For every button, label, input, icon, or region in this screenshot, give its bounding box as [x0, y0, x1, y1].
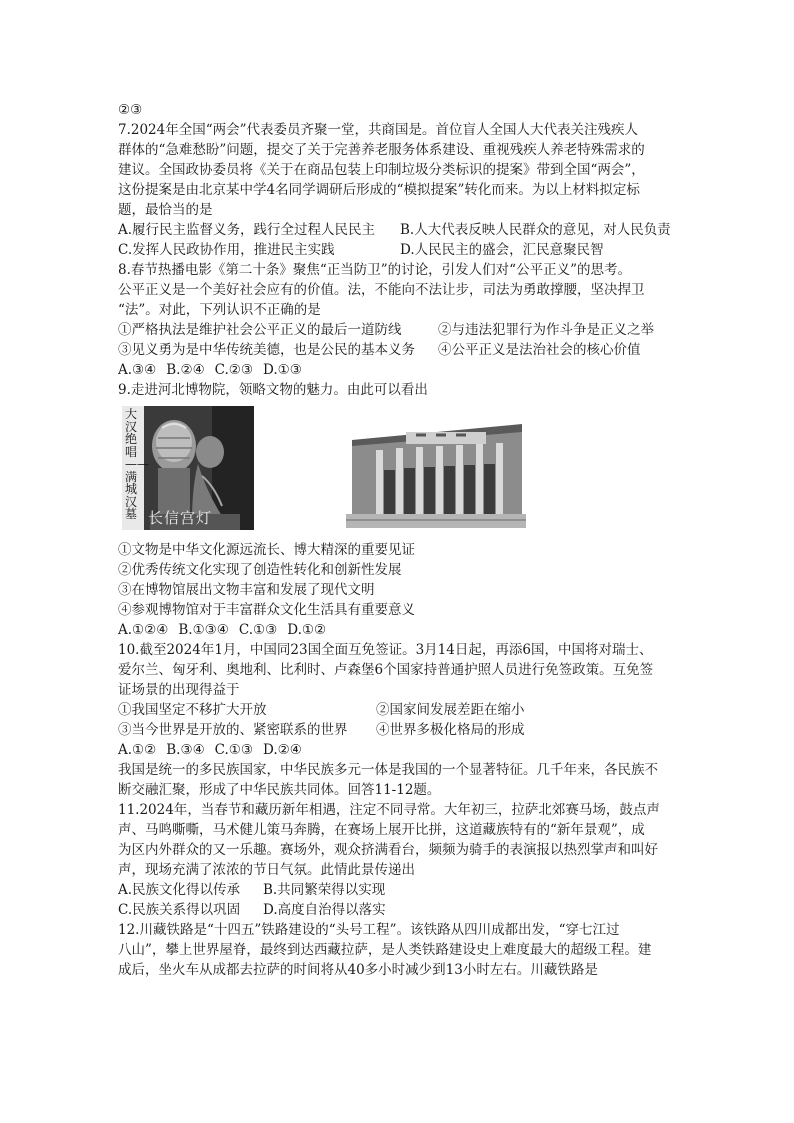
text-line: 成后，坐火车从成都去拉萨的时间将从40多小时减少到13小时左右。川藏铁路是: [118, 962, 598, 978]
q9-option: D.①②: [287, 622, 327, 638]
q9-figures: [118, 406, 693, 532]
q7-option-a: A.履行民主监督义务，践行全过程人民民主: [118, 222, 376, 238]
question-11-text: 11.2024年，当春节和藏历新年相遇，注定不同寻常。大年初三，拉萨北郊赛马场，鼓点声: [118, 802, 660, 818]
q9-option: C.①③: [238, 622, 278, 638]
text-line: 为区内外群众的又一乐趣。赛场外，观众挤满看台，频频为骑手的表演报以热烈掌声和叫好: [118, 842, 658, 858]
question-7-text: 7.2024年全国“两会”代表委员齐聚一堂，共商国是。首位盲人全国人大代表关注残疾人: [118, 122, 639, 138]
q7-option-b: B.人大代表反映人民群众的意见，对人民负责: [400, 222, 671, 238]
q9-option: A.①②④: [118, 622, 169, 638]
text-line: 声，现场充满了浓浓的节日气氛。此情此景传递出: [118, 862, 415, 878]
q9-options-row: [118, 620, 693, 640]
q10-option: A.①②: [118, 742, 157, 758]
question-9-text: 9.走进河北博物院，领略文物的魅力。由此可以看出: [118, 382, 428, 398]
question-8-text: 8.春节热播电影《第二十条》聚焦“正当防卫”的讨论，引发人们对“公平正义”的思考。: [118, 262, 631, 278]
q8-options-row: [118, 360, 693, 380]
q8-option: B.②④: [166, 362, 205, 378]
q10-items-row: [118, 700, 693, 720]
q11-option-c: C.民族关系得以巩固: [118, 902, 241, 918]
text-line: 题，最恰当的是: [118, 202, 213, 218]
lamp-photo: [122, 406, 254, 530]
q8-items-row: [118, 340, 693, 360]
q11-option-b: B.共同繁荣得以实现: [263, 882, 386, 898]
page-content: [118, 100, 693, 980]
q10-option: C.①③: [214, 742, 254, 758]
text-line: 爱尔兰、匈牙利、奥地利、比利时、卢森堡6个国家持普通护照人员进行免签政策。互免签: [118, 662, 654, 678]
q8-option: D.①③: [263, 362, 302, 378]
q9-item: ④参观博物馆对于丰富群众文化生活具有重要意义: [118, 602, 415, 618]
question-10-text: 10.截至2024年1月，中国同23国全面互免签证。3月14日起，再添6国，中国将对瑞士、: [118, 642, 653, 658]
text-line: 八山”，攀上世界屋脊，最终到达西藏拉萨，是人类铁路建设史上难度最大的超级工程。建: [118, 942, 652, 958]
q8-items-row: [118, 320, 693, 340]
q7-options-row: [118, 240, 693, 260]
text-line: “法”。对此，下列认识不正确的是: [118, 302, 321, 318]
museum-building-image: [346, 410, 526, 528]
text-line: 群体的“急难愁盼”问题，提交了关于完善养老服务体系建设、重视残疾人养老特殊需求的: [118, 142, 645, 158]
q10-options-row: [118, 740, 693, 760]
intro-text: 我国是统一的多民族国家，中华民族多元一体是我国的一个显著特征。几千年来，各民族不: [118, 762, 658, 778]
q8-item: ④公平正义是法治社会的核心价值: [438, 342, 641, 358]
q8-option: A.③④: [118, 362, 157, 378]
q9-item: ①文物是中华文化源远流长、博大精深的重要见证: [118, 542, 415, 558]
q8-item: ①严格执法是维护社会公平正义的最后一道防线: [118, 322, 402, 338]
q10-item: ①我国坚定不移扩大开放: [118, 702, 267, 718]
q8-item: ②与违法犯罪行为作斗争是正义之举: [438, 322, 654, 338]
q7-option-c: C.发挥人民政协作用，推进民主实践: [118, 242, 335, 258]
vertical-title-band: [122, 406, 149, 530]
question-12-text: 12.川藏铁路是“十四五”铁路建设的“头号工程”。该铁路从四川成都出发，“穿七江过: [118, 922, 620, 938]
q11-option-a: A.民族文化得以传承: [118, 882, 241, 898]
q10-item: ③当今世界是开放的、紧密联系的世界: [118, 722, 348, 738]
lamp-caption: 长信宫灯: [148, 509, 213, 527]
intro-text: 断交融汇聚，形成了中华民族共同体。回答11-12题。: [118, 782, 441, 798]
q11-options-row: [118, 880, 693, 900]
text-line: 证场景的出现得益于: [118, 682, 240, 698]
text-line: 公平正义是一个美好社会应有的价值。法，不能向不法让步，司法为勇敢撑腰，坚决捍卫: [118, 282, 645, 298]
q9-item: ②优秀传统文化实现了创造性转化和创新性发展: [118, 562, 402, 578]
q8-item: ③见义勇为是中华传统美德，也是公民的基本义务: [118, 342, 415, 358]
text-line: 声、马鸣嘶嘶，马术健儿策马奔腾，在赛场上展开比拼，这道藏族特有的“新年景观”，成: [118, 822, 645, 838]
text-line: 这份提案是由北京某中学4名同学调研后形成的“模拟提案”转化而来。为以上材料拟定标: [118, 182, 640, 198]
q7-options-row: [118, 220, 693, 240]
q9-option: B.①③④: [178, 622, 229, 638]
text-line: ②③: [118, 102, 143, 118]
q10-item: ④世界多极化格局的形成: [376, 722, 525, 738]
q8-option: C.②③: [214, 362, 254, 378]
q9-item: ③在博物馆展出文物丰富和发展了现代文明: [118, 582, 375, 598]
q7-option-d: D.人民民主的盛会，汇民意聚民智: [400, 242, 604, 258]
q11-option-d: D.高度自治得以落实: [263, 902, 386, 918]
q11-options-row: [118, 900, 693, 920]
vertical-title: 大汉绝唱——满城汉墓: [125, 407, 149, 521]
q10-items-row: [118, 720, 693, 740]
q10-option: B.③④: [166, 742, 205, 758]
q10-option: D.②④: [263, 742, 302, 758]
museum-photo: [346, 410, 526, 528]
text-line: 建议。全国政协委员将《关于在商品包装上印制垃圾分类标识的提案》带到全国“两会”，: [118, 162, 645, 178]
q10-item: ②国家间发展差距在缩小: [376, 702, 525, 718]
